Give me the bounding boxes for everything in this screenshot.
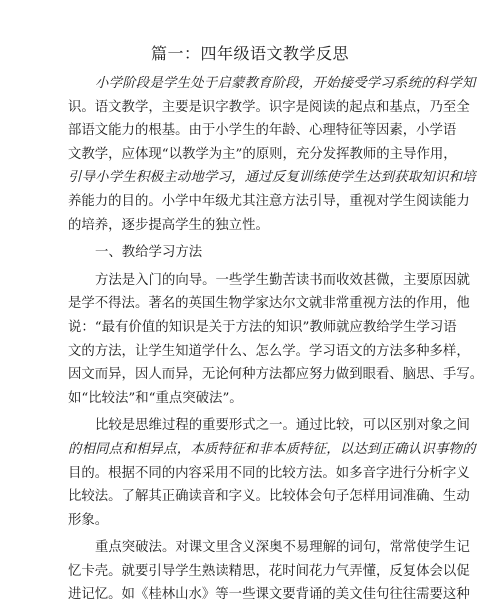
text-line: 进记忆。如《桂林山水》等一些课文要背诵的美文佳句往往需要这种 (68, 587, 470, 603)
document-title: 篇一：四年级语文教学反思 (150, 44, 349, 63)
text-line: 比较法。了解其正确读音和字义。比较体会句子怎样用词准确、生动 (68, 489, 470, 505)
text-line: 重点突破法。对课文里含义深奥不易理解的词句，常常使学生记 (95, 540, 470, 556)
text-line: 识。语文教学，主要是识字教学。识字是阅读的起点和基点，乃至全 (68, 99, 470, 115)
text-line: 方法是入门的向导。一些学生勤苦读书而收效甚微，主要原因就 (95, 272, 470, 288)
text-line: 的相同点和相异点，本质特征和非本质特征，以达到正确认识事物的 (68, 441, 476, 457)
text-line: 小学阶段是学生处于启蒙教育阶段，开始接受学习系统的科学知 (95, 76, 476, 91)
text-line: 部语文能力的根基。由于小学生的年龄、心理特征等因素，小学语 (68, 123, 457, 139)
text-line: 是学不得法。著名的英国生物学家达尔文就非常重视方法的作用，他 (68, 296, 470, 312)
text-line: 如“比较法”和“重点突破法”。 (68, 390, 243, 406)
text-line: 文教学，应体现“以教学为主”的原则，充分发挥教师的主导作用， (68, 146, 457, 162)
text-line: 文的方法，让学生知道学什么、怎么学。学习语文的方法多种多样， (68, 343, 470, 359)
text-line: 引导小学生积极主动地学习，通过反复训练使学生达到获取知识和培 (68, 170, 476, 186)
text-line: 一、教给学习方法 (95, 245, 203, 261)
text-line: 形象。 (68, 512, 109, 528)
text-line: 比较是思维过程的重要形式之一。通过比较，可以区别对象之间 (95, 418, 470, 434)
document-body (68, 72, 484, 607)
text-line: 因文而异，因人而异，无论何种方法都应努力做到眼看、脑思、手写。 (68, 367, 484, 383)
text-line: 的培养，逐步提高学生的独立性。 (68, 217, 269, 233)
text-line: 忆卡壳。就要引导学生熟读精思，花时间花力气弄懂，反复体会以促 (68, 563, 470, 579)
text-line: 说：“最有价值的知识是关于方法的知识”教师就应教给学生学习语 (68, 319, 457, 335)
text-line: 养能力的目的。小学中年级尤其注意方法引导，重视对学生阅读能力 (68, 193, 470, 209)
text-line: 目的。根据不同的内容采用不同的比较方法。如多音字进行分析字义 (68, 465, 470, 481)
